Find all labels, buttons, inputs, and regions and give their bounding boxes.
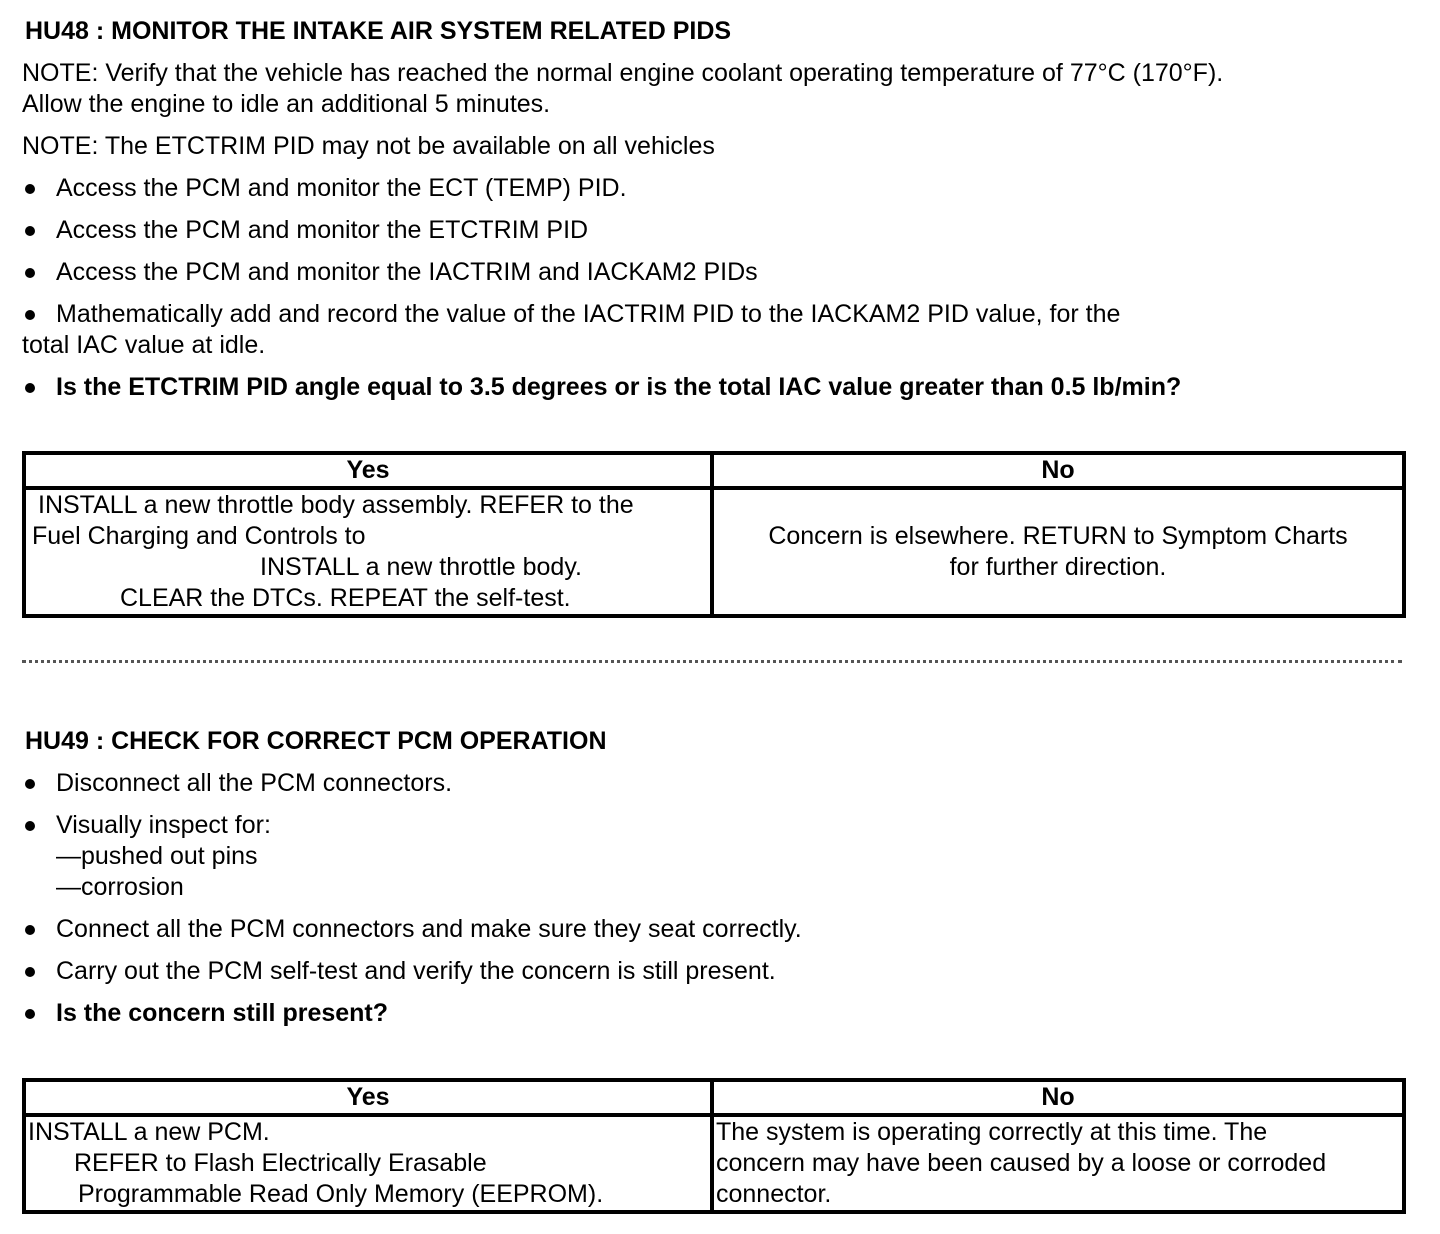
bullet-dot-icon [25, 821, 35, 831]
bullet-dot-icon [25, 925, 35, 935]
yes-header: Yes [24, 1080, 712, 1115]
bullet-dot-icon [25, 310, 35, 320]
hu49-sub-item-pins: —pushed out pins [56, 842, 258, 870]
hu48-bullet-iactrim [22, 257, 1402, 288]
hu49-bullet-disconnect-text: Disconnect all the PCM connectors. [56, 769, 453, 797]
hu48-no-line-1: Concern is elsewhere. RETURN to Symptom Charts [768, 522, 1348, 550]
hu49-no-line-2: concern may have been caused by a loose or corroded [716, 1149, 1327, 1177]
bullet-dot-icon [25, 779, 35, 789]
hu49-title: HU49 : CHECK FOR CORRECT PCM OPERATION [25, 727, 607, 755]
no-header: No [712, 453, 1404, 488]
hu48-no-line-2: for further direction. [949, 553, 1167, 581]
bullet-dot-icon [25, 967, 35, 977]
no-header: No [712, 1080, 1404, 1115]
hu49-yes-line-2: REFER to Flash Electrically Erasable [74, 1149, 487, 1177]
hu48-decision-table [22, 451, 1406, 618]
bullet-dot-icon [25, 383, 35, 393]
hu48-section [22, 16, 1402, 414]
hu49-bullet-disconnect [22, 768, 1402, 799]
hu48-note-line-2: Allow the engine to idle an additional 5 minutes. [22, 90, 551, 118]
hu48-bullet-calculate [22, 299, 1402, 361]
hu49-bullet-inspect [22, 810, 1402, 903]
hu49-bullet-inspect-text: Visually inspect for: [56, 811, 271, 839]
hu48-bullet-calculate-line-2: total IAC value at idle. [22, 331, 266, 359]
hu49-no-line-3: connector. [716, 1180, 832, 1208]
section-divider [22, 660, 1402, 663]
table-header-row [24, 1080, 1404, 1115]
hu48-yes-line-4: CLEAR the DTCs. REPEAT the self-test. [120, 584, 571, 612]
hu49-bullet-connect-text: Connect all the PCM connectors and make sure they seat correctly. [56, 915, 802, 943]
hu48-question-text: Is the ETCTRIM PID angle equal to 3.5 degrees or is the total IAC value greater than 0.5 lb/min? [56, 373, 1182, 401]
hu49-yes-cell [24, 1115, 712, 1212]
table-header-row [24, 453, 1404, 488]
hu49-yes-line-3: Programmable Read Only Memory (EEPROM). [78, 1180, 604, 1208]
hu49-no-line-1: The system is operating correctly at this time. The [716, 1118, 1268, 1146]
hu49-no-cell [712, 1115, 1404, 1212]
hu48-note-etctrim: NOTE: The ETCTRIM PID may not be available on all vehicles [22, 132, 715, 160]
hu48-bullet-etctrim [22, 215, 1402, 246]
hu49-sub-item-corrosion: —corrosion [56, 873, 184, 901]
hu49-bullet-self-test-text: Carry out the PCM self-test and verify the concern is still present. [56, 957, 776, 985]
hu48-bullet-calculate-line-1: Mathematically add and record the value of the IACTRIM PID to the IACKAM2 PID value, for the [56, 300, 1121, 328]
bullet-dot-icon [25, 268, 35, 278]
table-row [24, 1115, 1404, 1212]
hu48-yes-line-1: INSTALL a new throttle body assembly. REFER to the [38, 491, 634, 519]
hu49-section [22, 726, 1402, 1040]
hu48-note-line-1: NOTE: Verify that the vehicle has reached the normal engine coolant operating temperature of 77°C (170°F). [22, 59, 1224, 87]
bullet-dot-icon [25, 226, 35, 236]
hu48-yes-cell [24, 488, 712, 616]
hu48-title: HU48 : MONITOR THE INTAKE AIR SYSTEM RELATED PIDS [25, 17, 732, 45]
hu49-question [22, 998, 1402, 1029]
table-row [24, 488, 1404, 616]
hu49-yes-line-1: INSTALL a new PCM. [28, 1118, 270, 1146]
hu48-bullet-ect-text: Access the PCM and monitor the ECT (TEMP) PID. [56, 174, 627, 202]
hu48-yes-line-2: Fuel Charging and Controls to [32, 522, 366, 550]
hu49-bullet-connect [22, 914, 1402, 945]
hu49-question-text: Is the concern still present? [56, 999, 389, 1027]
hu48-note-temperature [22, 58, 1402, 120]
bullet-dot-icon [25, 1009, 35, 1019]
hu48-bullet-ect [22, 173, 1402, 204]
bullet-dot-icon [25, 184, 35, 194]
hu48-no-cell [712, 488, 1404, 616]
hu48-bullet-iactrim-text: Access the PCM and monitor the IACTRIM and IACKAM2 PIDs [56, 258, 758, 286]
hu48-yes-line-3: INSTALL a new throttle body. [260, 553, 582, 581]
hu49-bullet-self-test [22, 956, 1402, 987]
hu49-decision-table [22, 1078, 1406, 1214]
yes-header: Yes [24, 453, 712, 488]
hu48-bullet-etctrim-text: Access the PCM and monitor the ETCTRIM PID [56, 216, 589, 244]
hu48-question [22, 372, 1402, 403]
